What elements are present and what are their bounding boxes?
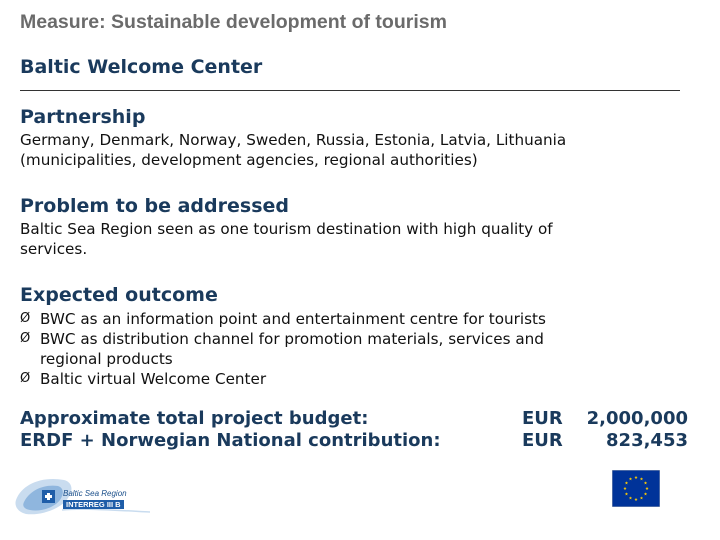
- total-budget-row: [522, 408, 688, 430]
- outcome-item-text: BWC as distribution channel for promotion materials, services and: [40, 330, 544, 348]
- currency-label: EUR: [522, 408, 563, 429]
- bullet-arrow-icon: Ø: [20, 311, 31, 326]
- logo-text: [63, 489, 127, 509]
- partnership-line-2: (municipalities, development agencies, regional authorities): [20, 151, 478, 169]
- outcome-heading: Expected outcome: [20, 284, 218, 306]
- bullet-arrow-icon: Ø: [20, 331, 31, 346]
- total-budget-value: 2,000,000: [586, 408, 688, 429]
- bullet-arrow-icon: Ø: [20, 371, 31, 386]
- budget-labels: [20, 408, 441, 452]
- eu-flag-icon: [612, 470, 660, 507]
- partnership-text: [20, 130, 566, 170]
- outcome-item-continuation: regional products: [40, 350, 173, 368]
- measure-title: Measure: Sustainable development of tourism: [20, 11, 447, 33]
- erdf-contribution-label: ERDF + Norwegian National contribution:: [20, 430, 441, 451]
- problem-heading: Problem to be addressed: [20, 195, 289, 217]
- problem-line-1: Baltic Sea Region seen as one tourism destination with high quality of: [20, 220, 553, 238]
- partnership-heading: Partnership: [20, 106, 146, 128]
- erdf-contribution-value: 823,453: [606, 430, 688, 451]
- outcome-item-text: BWC as an information point and entertainment centre for tourists: [40, 310, 546, 328]
- budget-values: [522, 408, 688, 452]
- logo-line-1: Baltic Sea Region: [63, 489, 127, 498]
- list-item: [20, 329, 546, 369]
- total-budget-label: Approximate total project budget:: [20, 408, 369, 429]
- currency-label: EUR: [522, 430, 563, 451]
- logo-line-2: INTERREG III B: [63, 500, 124, 509]
- project-title: Baltic Welcome Center: [20, 56, 263, 78]
- list-item: [20, 309, 546, 329]
- outcome-list: [20, 309, 546, 389]
- problem-line-2: services.: [20, 240, 88, 258]
- problem-text: [20, 219, 553, 259]
- title-divider: [20, 90, 680, 91]
- partnership-line-1: Germany, Denmark, Norway, Sweden, Russia, Estonia, Latvia, Lithuania: [20, 131, 567, 149]
- list-item: [20, 369, 546, 389]
- erdf-contribution-row: [522, 430, 688, 452]
- outcome-item-text: Baltic virtual Welcome Center: [40, 370, 267, 388]
